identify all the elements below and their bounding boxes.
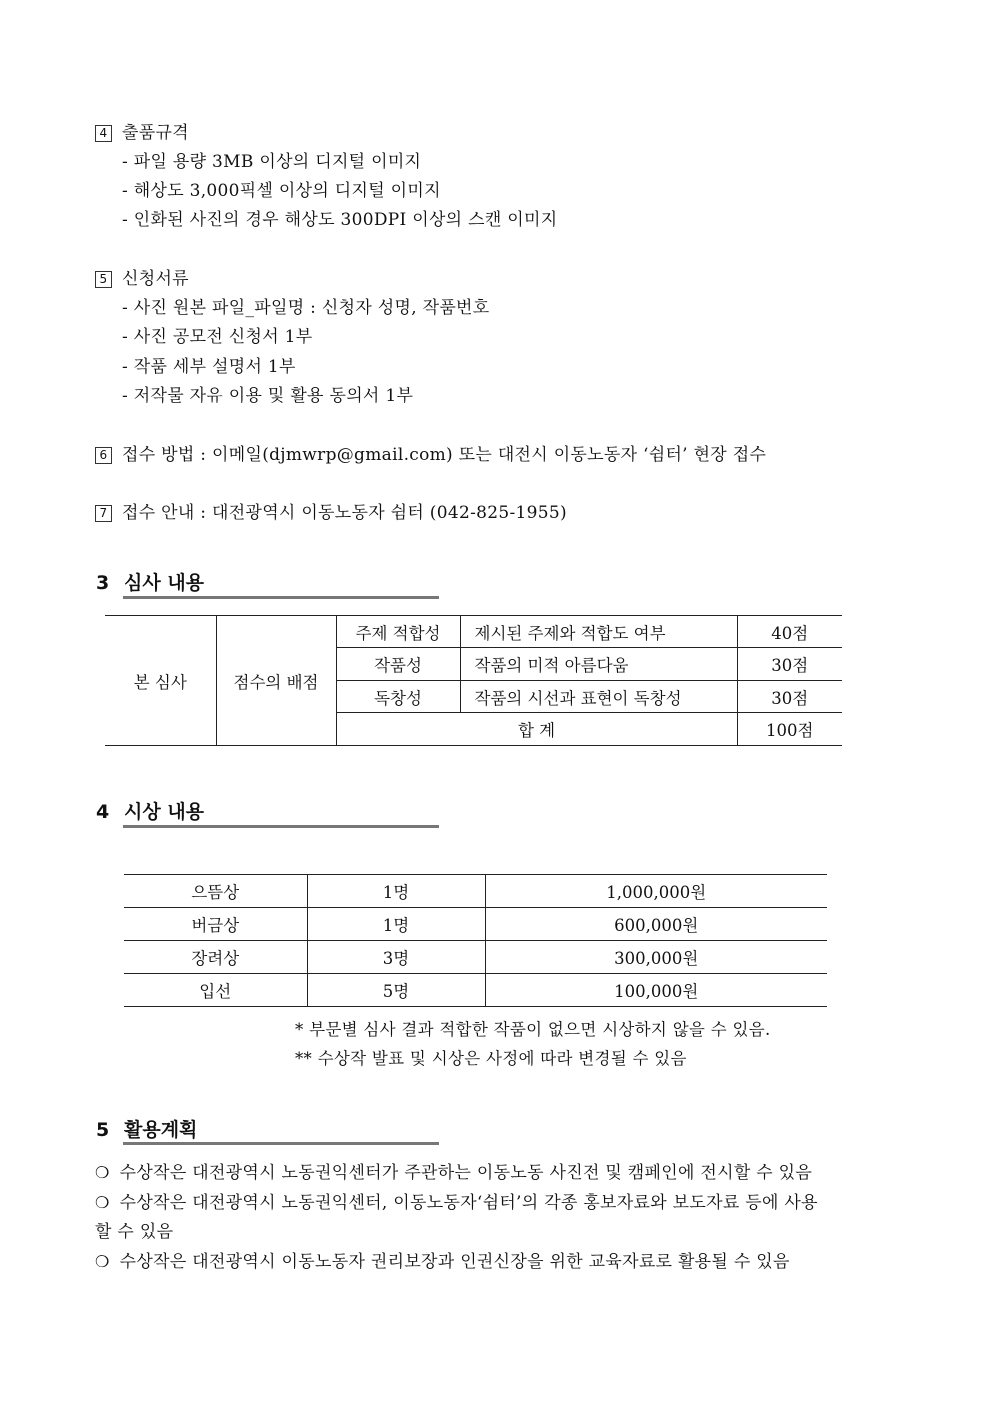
circle-bullet-icon: ❍ bbox=[95, 1193, 110, 1212]
review-desc: 제시된 주제와 적합도 여부 bbox=[460, 616, 737, 648]
docs-heading bbox=[95, 264, 189, 289]
awards-title: 시상 내용 bbox=[124, 801, 205, 823]
contact-number-box: 7 bbox=[95, 505, 112, 522]
method-line bbox=[95, 440, 766, 465]
awards-underline bbox=[123, 825, 439, 828]
award-count: 5명 bbox=[307, 974, 485, 1007]
awards-note: * 부문별 심사 결과 적합한 작품이 없으면 시상하지 않을 수 있음. bbox=[295, 1020, 771, 1039]
award-prize: 600,000원 bbox=[485, 908, 827, 941]
docs-title: 신청서류 bbox=[122, 269, 189, 289]
review-criterion: 독창성 bbox=[336, 681, 460, 713]
specs-item: - 인화된 사진의 경우 해상도 300DPI 이상의 스캔 이미지 bbox=[122, 210, 558, 230]
review-underline bbox=[123, 596, 439, 599]
review-criterion: 주제 적합성 bbox=[336, 616, 460, 648]
usage-heading bbox=[96, 1115, 197, 1142]
docs-item: - 작품 세부 설명서 1부 bbox=[122, 357, 296, 377]
circle-bullet-icon: ❍ bbox=[95, 1163, 110, 1182]
circle-bullet-icon: ❍ bbox=[95, 1252, 110, 1271]
usage-number: 5 bbox=[96, 1119, 110, 1141]
contact-text: 접수 안내 : 대전광역시 이동노동자 쉼터 (042-825-1955) bbox=[122, 503, 567, 523]
awards-heading bbox=[96, 797, 204, 824]
award-name: 장려상 bbox=[124, 941, 307, 974]
review-score: 30점 bbox=[737, 681, 842, 713]
review-heading bbox=[96, 568, 204, 595]
table-row bbox=[105, 616, 842, 648]
review-allocation: 점수의 배점 bbox=[216, 616, 336, 746]
specs-number-box: 4 bbox=[95, 125, 112, 142]
review-stage: 본 심사 bbox=[105, 616, 216, 746]
usage-item-text: 수상작은 대전광역시 이동노동자 권리보장과 인권신장을 위한 교육자료로 활용될 수 있음 bbox=[119, 1252, 790, 1272]
table-row bbox=[124, 974, 827, 1007]
usage-item-text: 수상작은 대전광역시 노동권익센터가 주관하는 이동노동 사진전 및 캠페인에 전시할 수 있음 bbox=[119, 1163, 813, 1183]
review-desc: 작품의 미적 아름다움 bbox=[460, 648, 737, 681]
awards-table bbox=[124, 874, 827, 1007]
docs-number-box: 5 bbox=[95, 271, 112, 288]
usage-item bbox=[95, 1247, 790, 1272]
usage-item bbox=[95, 1188, 818, 1213]
review-criterion: 작품성 bbox=[336, 648, 460, 681]
specs-item: - 파일 용량 3MB 이상의 디지털 이미지 bbox=[122, 152, 422, 172]
usage-item-text: 수상작은 대전광역시 노동권익센터, 이동노동자‘쉼터’의 각종 홍보자료와 보도자료 등에 사용 bbox=[119, 1193, 818, 1213]
awards-note: ** 수상작 발표 및 시상은 사정에 따라 변경될 수 있음 bbox=[295, 1049, 687, 1068]
review-total-label: 합 계 bbox=[336, 713, 737, 746]
table-row bbox=[124, 941, 827, 974]
award-count: 1명 bbox=[307, 908, 485, 941]
award-name: 입선 bbox=[124, 974, 307, 1007]
docs-item: - 저작물 자유 이용 및 활용 동의서 1부 bbox=[122, 386, 414, 406]
method-number-box: 6 bbox=[95, 447, 112, 464]
award-prize: 300,000원 bbox=[485, 941, 827, 974]
review-score: 40점 bbox=[737, 616, 842, 648]
review-total-score: 100점 bbox=[737, 713, 842, 746]
review-number: 3 bbox=[96, 572, 110, 594]
review-table bbox=[105, 615, 842, 746]
docs-item: - 사진 공모전 신청서 1부 bbox=[122, 327, 313, 347]
review-score: 30점 bbox=[737, 648, 842, 681]
awards-number: 4 bbox=[96, 801, 110, 823]
award-name: 버금상 bbox=[124, 908, 307, 941]
specs-title: 출품규격 bbox=[122, 123, 189, 143]
usage-item bbox=[95, 1158, 812, 1183]
usage-underline bbox=[123, 1142, 439, 1145]
review-title: 심사 내용 bbox=[124, 572, 205, 594]
usage-title: 활용계획 bbox=[124, 1119, 198, 1141]
award-count: 1명 bbox=[307, 875, 485, 908]
usage-item-continuation: 할 수 있음 bbox=[95, 1222, 174, 1242]
award-count: 3명 bbox=[307, 941, 485, 974]
docs-item: - 사진 원본 파일_파일명 : 신청자 성명, 작품번호 bbox=[122, 298, 490, 318]
method-text: 접수 방법 : 이메일(djmwrp@gmail.com) 또는 대전시 이동노동자 ‘쉼터’ 현장 접수 bbox=[122, 445, 767, 465]
award-name: 으뜸상 bbox=[124, 875, 307, 908]
review-desc: 작품의 시선과 표현이 독창성 bbox=[460, 681, 737, 713]
contact-line bbox=[95, 498, 567, 523]
specs-heading bbox=[95, 118, 189, 143]
table-row bbox=[124, 875, 827, 908]
table-row bbox=[124, 908, 827, 941]
specs-item: - 해상도 3,000픽셀 이상의 디지털 이미지 bbox=[122, 181, 441, 201]
award-prize: 1,000,000원 bbox=[485, 875, 827, 908]
award-prize: 100,000원 bbox=[485, 974, 827, 1007]
